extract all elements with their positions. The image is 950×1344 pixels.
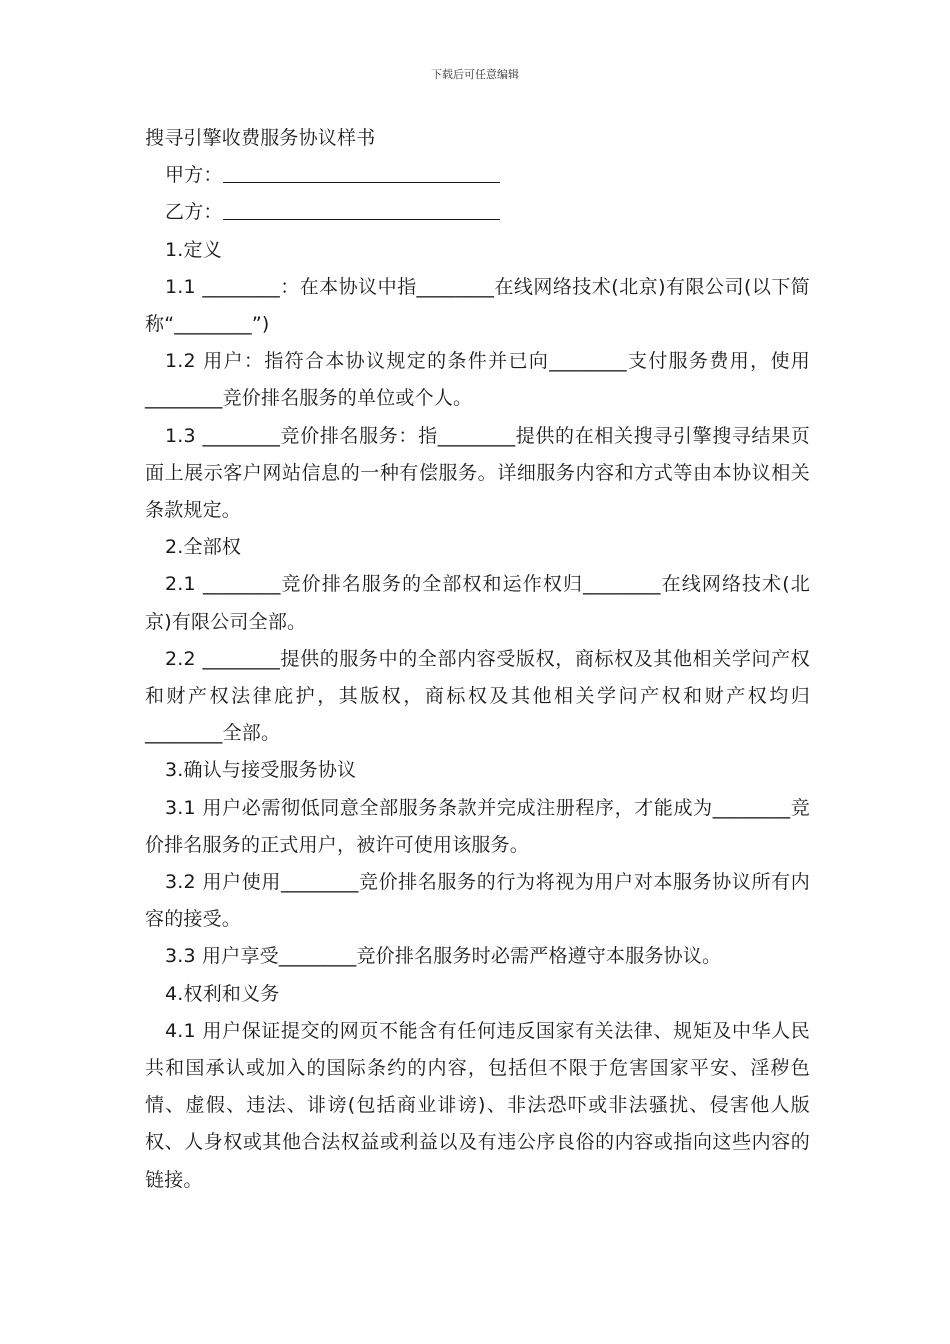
clause-2-2: 2.2 ________提供的服务中的全部内容受版权，商标权及其他相关学问产权和财产权法律庇护，其版权，商标权及其他相关学问产权和财产权均归________全部。 bbox=[145, 647, 810, 745]
clause-3-3: 3.3 用户享受________竞价排名服务时必需严格遵守本服务协议。 bbox=[165, 945, 722, 968]
clause-3-2: 3.2 用户使用________竞价排名服务的行为将视为用户对本服务协议所有内容的接受。 bbox=[145, 871, 810, 931]
section-heading-2: 2.全部权 bbox=[165, 536, 242, 559]
clause-2-1: 2.1 ________竞价排名服务的全部权和运作权归________在线网络技术(北京)有限公司全部。 bbox=[145, 573, 810, 633]
party-b-blank bbox=[223, 199, 500, 220]
clause-3-1: 3.1 用户必需彻低同意全部服务条款并完成注册程序，才能成为________竞价排名服务的正式用户，被许可使用该服务。 bbox=[145, 796, 810, 856]
document-title: 搜寻引擎收费服务协议样书 bbox=[145, 127, 376, 149]
document-body bbox=[145, 120, 810, 1199]
party-a-blank bbox=[223, 162, 500, 183]
clause-1-2: 1.2 用户：指符合本协议规定的条件并已向________支付服务费用，使用________竞价排名服务的单位或个人。 bbox=[145, 350, 810, 410]
section-heading-4: 4.权利和义务 bbox=[165, 982, 280, 1005]
party-a-label: 甲方： bbox=[165, 164, 223, 187]
clause-1-3: 1.3 ________竞价排名服务：指________提供的在相关搜寻引擎搜寻结果页面上展示客户网站信息的一种有偿服务。详细服务内容和方式等由本协议相关条款规定。 bbox=[145, 424, 810, 522]
section-heading-1: 1.定义 bbox=[165, 238, 222, 261]
party-b-line bbox=[145, 194, 810, 231]
page-header: 下载后可任意编辑 bbox=[431, 68, 519, 81]
section-heading-3: 3.确认与接受服务协议 bbox=[165, 759, 357, 782]
clause-4-1: 4.1 用户保证提交的网页不能含有任何违反国家有关法律、规矩及中华人民共和国承认或加入的国际条约的内容，包括但不限于危害国家平安、淫秽色情、虚假、违法、诽谤(包括商业诽谤)、非法恐吓或非法骚扰、侵害他人版权、人身权或其他合法权益或利益以及有违公序良俗的内容或指向这些内容的链接。 bbox=[145, 1019, 810, 1191]
party-b-label: 乙方： bbox=[165, 201, 223, 224]
clause-1-1: 1.1 ________：在本协议中指________在线网络技术(北京)有限公司(以下简称“________”) bbox=[145, 275, 810, 336]
party-a-line bbox=[145, 157, 810, 194]
